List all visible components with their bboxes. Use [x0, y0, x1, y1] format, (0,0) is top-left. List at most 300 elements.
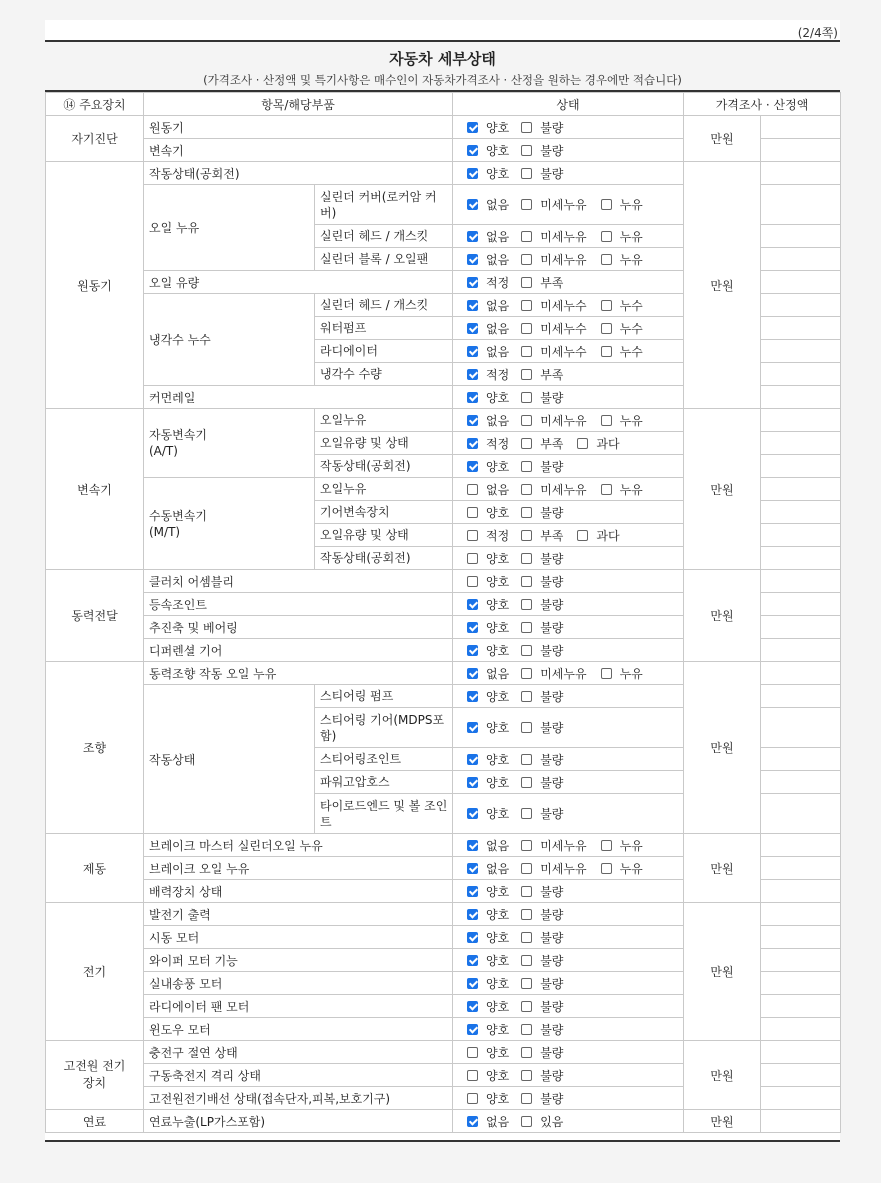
- price-amount-cell[interactable]: [761, 248, 841, 271]
- status-cell: [453, 340, 684, 363]
- status-option-label: 미세누수: [540, 321, 587, 336]
- status-checkbox[interactable]: [467, 863, 478, 874]
- price-amount-cell[interactable]: [761, 340, 841, 363]
- status-option-label: 없음: [486, 413, 510, 428]
- status-checkbox[interactable]: [521, 507, 532, 518]
- status-checkbox[interactable]: [521, 955, 532, 966]
- status-option-label: 양호: [486, 551, 510, 566]
- price-amount-cell[interactable]: [761, 1018, 841, 1041]
- status-checkbox[interactable]: [601, 346, 612, 357]
- status-option-label: 양호: [486, 953, 510, 968]
- status-checkbox[interactable]: [467, 599, 478, 610]
- status-checkbox[interactable]: [577, 438, 588, 449]
- status-option-label: 부족: [540, 436, 564, 451]
- status-checkbox[interactable]: [467, 622, 478, 633]
- status-option-label: 양호: [486, 1022, 510, 1037]
- status-checkbox[interactable]: [467, 530, 478, 541]
- price-amount-cell[interactable]: [761, 524, 841, 547]
- status-option: [467, 527, 509, 544]
- status-option: [601, 297, 643, 314]
- status-option: [601, 196, 643, 213]
- status-checkbox[interactable]: [467, 932, 478, 943]
- header-status: 상태: [453, 93, 684, 116]
- status-option: [467, 1067, 509, 1084]
- status-cell: [453, 857, 684, 880]
- price-amount-cell[interactable]: [761, 271, 841, 294]
- status-checkbox[interactable]: [521, 886, 532, 897]
- status-checkbox[interactable]: [521, 553, 532, 564]
- price-amount-cell[interactable]: [761, 162, 841, 185]
- status-option: [521, 952, 563, 969]
- status-option: [521, 929, 563, 946]
- status-checkbox[interactable]: [521, 168, 532, 179]
- status-option-label: 없음: [486, 344, 510, 359]
- status-checkbox[interactable]: [467, 323, 478, 334]
- status-option-label: 미세누유: [540, 198, 587, 212]
- price-amount-cell[interactable]: [761, 570, 841, 593]
- status-option: [521, 596, 563, 613]
- status-option-label: 양호: [486, 907, 510, 922]
- item-label: 고전원전기배선 상태(접속단자,피복,보호기구): [144, 1087, 453, 1110]
- status-option: [521, 274, 563, 291]
- item-label: 원동기: [144, 116, 453, 139]
- status-option: [467, 975, 509, 992]
- part-label: 냉각수 수량: [315, 363, 453, 386]
- price-amount-cell[interactable]: [761, 995, 841, 1018]
- table-row: [46, 162, 841, 185]
- status-checkbox[interactable]: [467, 507, 478, 518]
- status-option: [467, 619, 509, 636]
- part-label: 실린더 커버(로커암 커버): [315, 185, 453, 225]
- major-device-cell: [46, 662, 144, 834]
- status-option: [467, 389, 509, 406]
- part-label: 스티어링조인트: [315, 748, 453, 771]
- status-option: [521, 527, 563, 544]
- status-option-label: 불량: [540, 166, 564, 181]
- status-checkbox[interactable]: [467, 840, 478, 851]
- major-device-label: 변속기: [77, 482, 112, 497]
- status-checkbox[interactable]: [521, 932, 532, 943]
- status-checkbox[interactable]: [521, 754, 532, 765]
- status-option-label: 양호: [486, 459, 510, 474]
- status-checkbox[interactable]: [521, 231, 532, 242]
- status-option: [467, 751, 509, 768]
- item-label: 냉각수 누수: [144, 294, 315, 386]
- part-label: 실린더 블록 / 오일팬: [315, 248, 453, 271]
- status-option-label: 양호: [486, 505, 510, 520]
- status-checkbox[interactable]: [521, 840, 532, 851]
- status-option-label: 없음: [486, 252, 510, 267]
- price-amount-cell[interactable]: [761, 616, 841, 639]
- status-option-label: 불량: [540, 505, 564, 520]
- price-amount-cell[interactable]: [761, 501, 841, 524]
- status-checkbox[interactable]: [601, 199, 612, 210]
- status-option: [521, 1113, 563, 1130]
- status-checkbox[interactable]: [521, 576, 532, 587]
- price-amount-cell[interactable]: [761, 363, 841, 386]
- status-option: [601, 320, 643, 337]
- status-option-label: 불량: [540, 752, 564, 767]
- status-option: [467, 642, 509, 659]
- status-checkbox[interactable]: [521, 808, 532, 819]
- status-option: [521, 228, 586, 245]
- price-amount-cell[interactable]: [761, 185, 841, 225]
- status-option-label: 누유: [619, 252, 643, 267]
- status-option: [601, 837, 643, 854]
- status-option-label: 누유: [619, 482, 643, 497]
- status-option-label: 없음: [486, 229, 510, 244]
- status-option-label: 양호: [486, 143, 510, 158]
- status-checkbox[interactable]: [521, 978, 532, 989]
- status-option: [521, 883, 563, 900]
- status-checkbox[interactable]: [467, 254, 478, 265]
- price-unit-cell: 만원: [684, 162, 761, 409]
- status-option: [467, 504, 509, 521]
- status-checkbox[interactable]: [467, 461, 478, 472]
- status-checkbox[interactable]: [467, 277, 478, 288]
- status-option-label: 불량: [540, 953, 564, 968]
- price-amount-cell[interactable]: [761, 547, 841, 570]
- status-option-label: 불량: [540, 1045, 564, 1060]
- price-amount-cell[interactable]: [761, 1110, 841, 1133]
- status-checkbox[interactable]: [467, 691, 478, 702]
- status-cell: [453, 570, 684, 593]
- status-option-label: 양호: [486, 120, 510, 135]
- table-row: [46, 116, 841, 139]
- price-amount-cell[interactable]: [761, 432, 841, 455]
- status-option-label: 누유: [619, 838, 643, 853]
- status-checkbox[interactable]: [521, 199, 532, 210]
- status-option-label: 불량: [540, 574, 564, 589]
- price-amount-cell[interactable]: [761, 478, 841, 501]
- status-option: [521, 751, 563, 768]
- price-amount-cell[interactable]: [761, 972, 841, 995]
- status-checkbox[interactable]: [521, 777, 532, 788]
- status-option: [521, 504, 563, 521]
- status-checkbox[interactable]: [467, 909, 478, 920]
- status-checkbox[interactable]: [467, 168, 478, 179]
- table-header-row: [46, 93, 841, 116]
- price-unit-cell: 만원: [684, 116, 761, 162]
- detail-status-table: [45, 92, 841, 1133]
- status-option: [521, 1044, 563, 1061]
- major-device-label: 제동: [82, 861, 107, 876]
- price-amount-cell[interactable]: [761, 139, 841, 162]
- status-checkbox[interactable]: [601, 300, 612, 311]
- status-option-label: 미세누수: [540, 344, 587, 359]
- price-amount-cell[interactable]: [761, 116, 841, 139]
- status-option: [467, 883, 509, 900]
- price-amount-cell[interactable]: [761, 593, 841, 616]
- major-device-label: 원동기: [77, 278, 112, 293]
- status-checkbox[interactable]: [521, 691, 532, 702]
- status-cell: [453, 903, 684, 926]
- status-cell: [453, 1110, 684, 1133]
- status-cell: [453, 593, 684, 616]
- status-cell: [453, 662, 684, 685]
- status-cell: [453, 363, 684, 386]
- status-checkbox[interactable]: [467, 438, 478, 449]
- price-amount-cell[interactable]: [761, 926, 841, 949]
- price-amount-cell[interactable]: [761, 748, 841, 771]
- price-amount-cell[interactable]: [761, 455, 841, 478]
- status-option: [467, 596, 509, 613]
- major-device-label: 조향: [82, 741, 107, 755]
- part-label: 타이로드엔드 및 볼 조인트: [315, 794, 453, 834]
- status-cell: [453, 949, 684, 972]
- table-row: [46, 1110, 841, 1133]
- status-checkbox[interactable]: [467, 722, 478, 733]
- price-unit-cell: 만원: [684, 409, 761, 570]
- status-option: [601, 228, 643, 245]
- status-checkbox[interactable]: [521, 909, 532, 920]
- status-cell: [453, 880, 684, 903]
- price-amount-cell[interactable]: [761, 639, 841, 662]
- status-checkbox[interactable]: [467, 978, 478, 989]
- price-amount-cell[interactable]: [761, 794, 841, 834]
- status-checkbox[interactable]: [601, 231, 612, 242]
- item-label: 작동상태(공회전): [144, 162, 453, 185]
- status-checkbox[interactable]: [521, 484, 532, 495]
- price-amount-cell[interactable]: [761, 1041, 841, 1064]
- major-device-cell: [46, 903, 144, 1041]
- status-checkbox[interactable]: [467, 1001, 478, 1012]
- status-option: [467, 665, 509, 682]
- status-option: [521, 251, 586, 268]
- status-checkbox[interactable]: [521, 1093, 532, 1104]
- major-device-label: 동력전달: [71, 609, 118, 623]
- status-checkbox[interactable]: [521, 300, 532, 311]
- price-amount-cell[interactable]: [761, 903, 841, 926]
- status-option-label: 부족: [540, 367, 564, 382]
- status-option-label: 양호: [486, 999, 510, 1014]
- status-cell: [453, 748, 684, 771]
- price-amount-cell[interactable]: [761, 225, 841, 248]
- status-option: [601, 251, 643, 268]
- status-option-label: 부족: [540, 528, 564, 543]
- price-amount-cell[interactable]: [761, 1087, 841, 1110]
- status-checkbox[interactable]: [521, 1001, 532, 1012]
- status-checkbox[interactable]: [521, 1116, 532, 1127]
- status-checkbox[interactable]: [521, 461, 532, 472]
- status-checkbox[interactable]: [521, 415, 532, 426]
- status-option: [521, 297, 586, 314]
- status-option-label: 불량: [540, 775, 564, 790]
- item-label: 작동상태: [144, 685, 315, 834]
- status-option-label: 불량: [540, 390, 564, 405]
- status-option-label: 불량: [540, 143, 564, 158]
- status-checkbox[interactable]: [467, 553, 478, 564]
- status-option: [521, 975, 563, 992]
- status-checkbox[interactable]: [601, 254, 612, 265]
- price-amount-cell[interactable]: [761, 880, 841, 903]
- status-option: [577, 527, 619, 544]
- status-checkbox[interactable]: [601, 668, 612, 679]
- major-device-cell: [46, 834, 144, 903]
- status-checkbox[interactable]: [601, 863, 612, 874]
- status-checkbox[interactable]: [521, 369, 532, 380]
- status-option: [467, 458, 509, 475]
- status-cell: [453, 225, 684, 248]
- status-option: [467, 343, 509, 360]
- status-option: [467, 165, 509, 182]
- status-checkbox[interactable]: [467, 122, 478, 133]
- price-amount-cell[interactable]: [761, 834, 841, 857]
- status-checkbox[interactable]: [521, 254, 532, 265]
- status-option: [467, 481, 509, 498]
- status-option: [521, 196, 586, 213]
- status-checkbox[interactable]: [467, 1070, 478, 1081]
- status-checkbox[interactable]: [521, 863, 532, 874]
- status-checkbox[interactable]: [521, 122, 532, 133]
- status-checkbox[interactable]: [467, 1093, 478, 1104]
- status-option-label: 누유: [619, 229, 643, 244]
- status-checkbox[interactable]: [467, 668, 478, 679]
- status-option-label: 누수: [619, 298, 643, 313]
- status-checkbox[interactable]: [467, 346, 478, 357]
- status-checkbox[interactable]: [521, 1047, 532, 1058]
- item-label: 디퍼렌셜 기어: [144, 639, 453, 662]
- status-option-label: 양호: [486, 721, 510, 735]
- status-checkbox[interactable]: [467, 1024, 478, 1035]
- status-checkbox[interactable]: [601, 415, 612, 426]
- status-checkbox[interactable]: [521, 622, 532, 633]
- status-option-label: 없음: [486, 1114, 510, 1129]
- status-option-label: 미세누유: [540, 666, 587, 681]
- status-checkbox[interactable]: [601, 840, 612, 851]
- price-amount-cell[interactable]: [761, 685, 841, 708]
- status-option-label: 불량: [540, 689, 564, 704]
- price-amount-cell[interactable]: [761, 317, 841, 340]
- status-option-label: 누수: [619, 321, 643, 336]
- status-checkbox[interactable]: [521, 722, 532, 733]
- price-amount-cell[interactable]: [761, 294, 841, 317]
- status-option: [467, 550, 509, 567]
- price-amount-cell[interactable]: [761, 857, 841, 880]
- status-checkbox[interactable]: [521, 323, 532, 334]
- price-amount-cell[interactable]: [761, 949, 841, 972]
- price-amount-cell[interactable]: [761, 409, 841, 432]
- status-option-label: 불량: [540, 721, 564, 735]
- status-option: [521, 412, 586, 429]
- status-checkbox[interactable]: [467, 392, 478, 403]
- status-cell: [453, 478, 684, 501]
- status-option: [467, 1044, 509, 1061]
- status-checkbox[interactable]: [467, 231, 478, 242]
- status-option-label: 불량: [540, 884, 564, 899]
- status-cell: [453, 834, 684, 857]
- status-checkbox[interactable]: [467, 1047, 478, 1058]
- status-checkbox[interactable]: [467, 415, 478, 426]
- status-checkbox[interactable]: [467, 576, 478, 587]
- status-checkbox[interactable]: [467, 645, 478, 656]
- status-checkbox[interactable]: [601, 323, 612, 334]
- status-cell: [453, 771, 684, 794]
- status-checkbox[interactable]: [521, 530, 532, 541]
- status-checkbox[interactable]: [467, 300, 478, 311]
- price-amount-cell[interactable]: [761, 1064, 841, 1087]
- price-amount-cell[interactable]: [761, 386, 841, 409]
- status-checkbox[interactable]: [467, 1116, 478, 1127]
- status-option: [467, 906, 509, 923]
- part-label: 기어변속장치: [315, 501, 453, 524]
- status-checkbox[interactable]: [467, 484, 478, 495]
- status-option-label: 누유: [619, 861, 643, 876]
- status-checkbox[interactable]: [467, 808, 478, 819]
- price-amount-cell[interactable]: [761, 708, 841, 748]
- status-option: [467, 1090, 509, 1107]
- status-option: [467, 366, 509, 383]
- status-option: [467, 719, 509, 736]
- status-checkbox[interactable]: [521, 599, 532, 610]
- status-checkbox[interactable]: [521, 1070, 532, 1081]
- status-option-label: 양호: [486, 807, 510, 821]
- status-checkbox[interactable]: [521, 668, 532, 679]
- status-cell: [453, 547, 684, 570]
- status-option: [467, 228, 509, 245]
- status-cell: [453, 317, 684, 340]
- status-option: [521, 837, 586, 854]
- status-cell: [453, 685, 684, 708]
- part-label: 워터펌프: [315, 317, 453, 340]
- status-checkbox[interactable]: [467, 199, 478, 210]
- status-checkbox[interactable]: [467, 777, 478, 788]
- status-checkbox[interactable]: [521, 145, 532, 156]
- status-checkbox[interactable]: [521, 438, 532, 449]
- status-checkbox[interactable]: [467, 369, 478, 380]
- price-amount-cell[interactable]: [761, 662, 841, 685]
- status-option: [521, 366, 563, 383]
- item-label: 윈도우 모터: [144, 1018, 453, 1041]
- status-cell: [453, 386, 684, 409]
- status-cell: [453, 162, 684, 185]
- status-checkbox[interactable]: [467, 886, 478, 897]
- part-label: 오일유량 및 상태: [315, 432, 453, 455]
- part-label: 실린더 헤드 / 개스킷: [315, 294, 453, 317]
- price-amount-cell[interactable]: [761, 771, 841, 794]
- status-option: [467, 952, 509, 969]
- status-option-label: 있음: [540, 1114, 564, 1129]
- status-cell: [453, 639, 684, 662]
- status-checkbox[interactable]: [521, 346, 532, 357]
- status-option: [601, 665, 643, 682]
- status-option-label: 누수: [619, 344, 643, 359]
- status-checkbox[interactable]: [601, 484, 612, 495]
- status-checkbox[interactable]: [467, 145, 478, 156]
- status-cell: [453, 926, 684, 949]
- status-checkbox[interactable]: [577, 530, 588, 541]
- status-checkbox[interactable]: [521, 645, 532, 656]
- price-unit-cell: 만원: [684, 1110, 761, 1133]
- part-label: 스티어링 펌프: [315, 685, 453, 708]
- page-number: (2/4쪽): [797, 26, 838, 40]
- status-option-label: 미세누유: [540, 482, 587, 497]
- status-checkbox[interactable]: [467, 754, 478, 765]
- item-label: 구동축전지 격리 상태: [144, 1064, 453, 1087]
- item-label: 충전구 절연 상태: [144, 1041, 453, 1064]
- status-option: [521, 343, 586, 360]
- status-option-label: 없음: [486, 321, 510, 336]
- status-checkbox[interactable]: [521, 392, 532, 403]
- status-checkbox[interactable]: [467, 955, 478, 966]
- status-checkbox[interactable]: [521, 1024, 532, 1035]
- status-cell: [453, 185, 684, 225]
- status-option: [521, 642, 563, 659]
- status-option-label: 미세누유: [540, 252, 587, 267]
- major-device-cell: [46, 116, 144, 162]
- status-checkbox[interactable]: [521, 277, 532, 288]
- part-label: 작동상태(공회전): [315, 547, 453, 570]
